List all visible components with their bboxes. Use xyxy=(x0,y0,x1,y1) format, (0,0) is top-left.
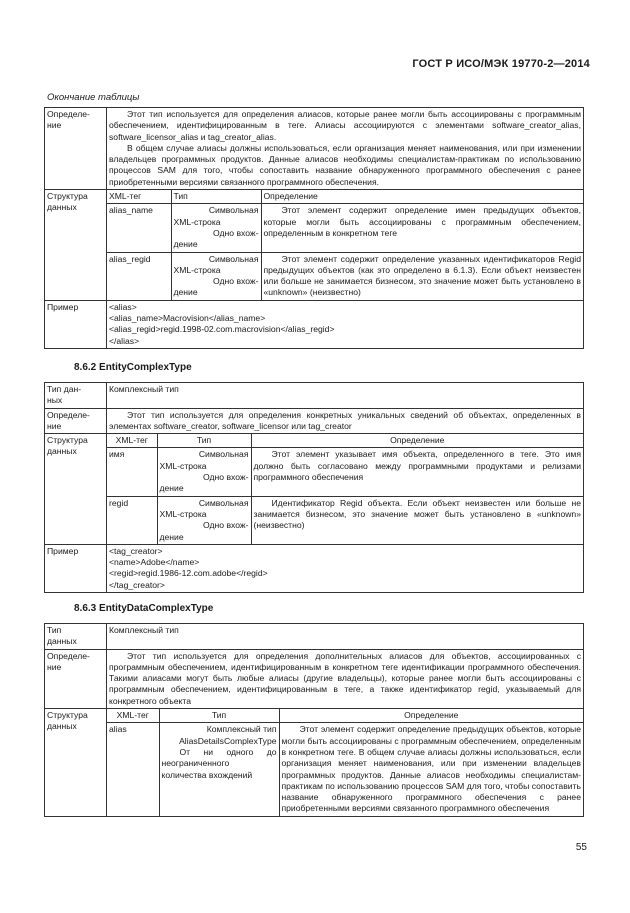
structure-cell xyxy=(107,709,584,817)
type-value: Комплексный тип xyxy=(107,624,584,650)
table-row: имя Символьная XML-строка Одно вхож- дение Этот элемент указывает имя объекта, определенного в теге. Это имя должно быть согласовано между программными продуктами и релизами программного обеспечения xyxy=(107,448,583,496)
structure-table xyxy=(107,709,583,816)
col-type-header: Тип xyxy=(157,434,251,448)
structure-label: Структура данных xyxy=(45,709,107,817)
type-label: Тип данных xyxy=(45,624,107,650)
col-def-header: Определение xyxy=(251,434,583,448)
page-header: ГОСТ Р ИСО/МЭК 19770-2—2014 xyxy=(412,58,590,70)
type-value: Комплексный тип xyxy=(107,383,584,409)
definition-label: Определе- ние xyxy=(45,408,107,434)
col-xml-header: XML-тег xyxy=(107,190,171,204)
structure-table xyxy=(107,190,583,300)
col-xml-header: XML-тег xyxy=(107,709,159,723)
example-label: Пример xyxy=(45,544,107,592)
table-entity xyxy=(44,382,584,593)
table-row: alias_name Символьная XML-строка Одно вхож- дение Этот элемент содержит определение имен предыдущих объектов, которые могли быть ассоциированы с программным обеспечением, определенным в конкретном теге xyxy=(107,204,583,252)
table-alias xyxy=(44,107,584,349)
structure-cell xyxy=(107,434,584,545)
definition-text: Этот тип используется для определения конкретных уникальных сведений об объектах, определенных в элементах software_creator, software_licensor или tag_creator xyxy=(107,408,584,434)
example-code: <alias> <alias_name>Macrovision</alias_name> <alias_regid>regid.1998-02.com.macrovision</alias_regid> </alias> xyxy=(107,300,584,348)
table-row: regid Символьная XML-строка Одно вхож- дение Идентификатор Regid объекта. Если объект неизвестен или больше не занимается бизнесом, это значение может быть установлено в «unknown» (неизвестно) xyxy=(107,496,583,544)
definition-label: Определе- ние xyxy=(45,649,107,708)
section-title-entity-data: 8.6.3 EntityDataComplexType xyxy=(74,603,214,614)
table-entity-data xyxy=(44,623,584,817)
col-def-header: Определение xyxy=(261,190,583,204)
col-def-header: Определение xyxy=(279,709,583,723)
type-label: Тип дан- ных xyxy=(45,383,107,409)
structure-cell xyxy=(107,190,584,301)
table-row: alias Комплексный тип AliasDetailsComplexType От ни одного до неограниченного количества вхождений Этот элемент содержит определение предыдущих объектов, которые могли быть ассоциированы с программным обеспечением, определенным в конкретном теге. В общем случае алиасы должны использоваться, если организация меняет наименования, или при изменении владельцев программных продуктов. Данные алиасов необходимы специалистам-практикам по использованию процессов SAM для того, чтобы сопоставить название обнаруженного программного обеспечения с ранее приобретенными версиями связанного программного обеспечения xyxy=(107,723,583,816)
section-title-entity: 8.6.2 EntityComplexType xyxy=(74,362,192,373)
table-caption: Окончание таблицы xyxy=(47,92,140,103)
definition-label: Определе- ние xyxy=(45,108,107,190)
structure-label: Структура данных xyxy=(45,190,107,301)
example-code: <tag_creator> <name>Adobe</name> <regid>regid.1986-12.com.adobe</regid> </tag_creator> xyxy=(107,544,584,592)
col-type-header: Тип xyxy=(159,709,279,723)
page-number: 55 xyxy=(575,842,587,853)
col-type-header: Тип xyxy=(171,190,261,204)
structure-label: Структура данных xyxy=(45,434,107,545)
definition-text: Этот тип используется для определения дополнительных алиасов для объектов, ассоциированных с программным обеспечением, идентифицированным в конкретном теге идентификации программного обеспечения. Такими алиасами могут быть любые алиасы (другие владельцы), которые ранее могли быть ассоциированы с программным обеспечением, идентифицированным в теге, а также идентификатор regid, указываемый для конкретного объекта xyxy=(107,649,584,708)
example-label: Пример xyxy=(45,300,107,348)
col-xml-header: XML-тег xyxy=(107,434,157,448)
structure-table xyxy=(107,434,583,544)
definition-text: Этот тип используется для определения алиасов, которые ранее могли быть ассоциированы с программным обеспечением, идентифицированным в теге. Алиасы ассоциируются с элементами software_creator_alias, software_licensor_alias и tag_creator_alias. В общем случае алиасы должны использоваться, если организация меняет наименования, или при изменении владельцев программных продуктов. Данные алиасов необходимы специалистам-практикам по использованию процессов SAM для того, чтобы сопоставить название обнаруженного программного обеспечения с ранее приобретенными версиями связанного программного обеспечения. xyxy=(107,108,584,190)
table-row: alias_regid Символьная XML-строка Одно вхож- дение Этот элемент содержит определение указанных идентификаторов Regid предыдущих объектов (как это определено в 6.1.3). Если объект неизвестен или больше не занимается бизнесом, это значение может быть установлено в «unknown» (неизвестно) xyxy=(107,252,583,300)
